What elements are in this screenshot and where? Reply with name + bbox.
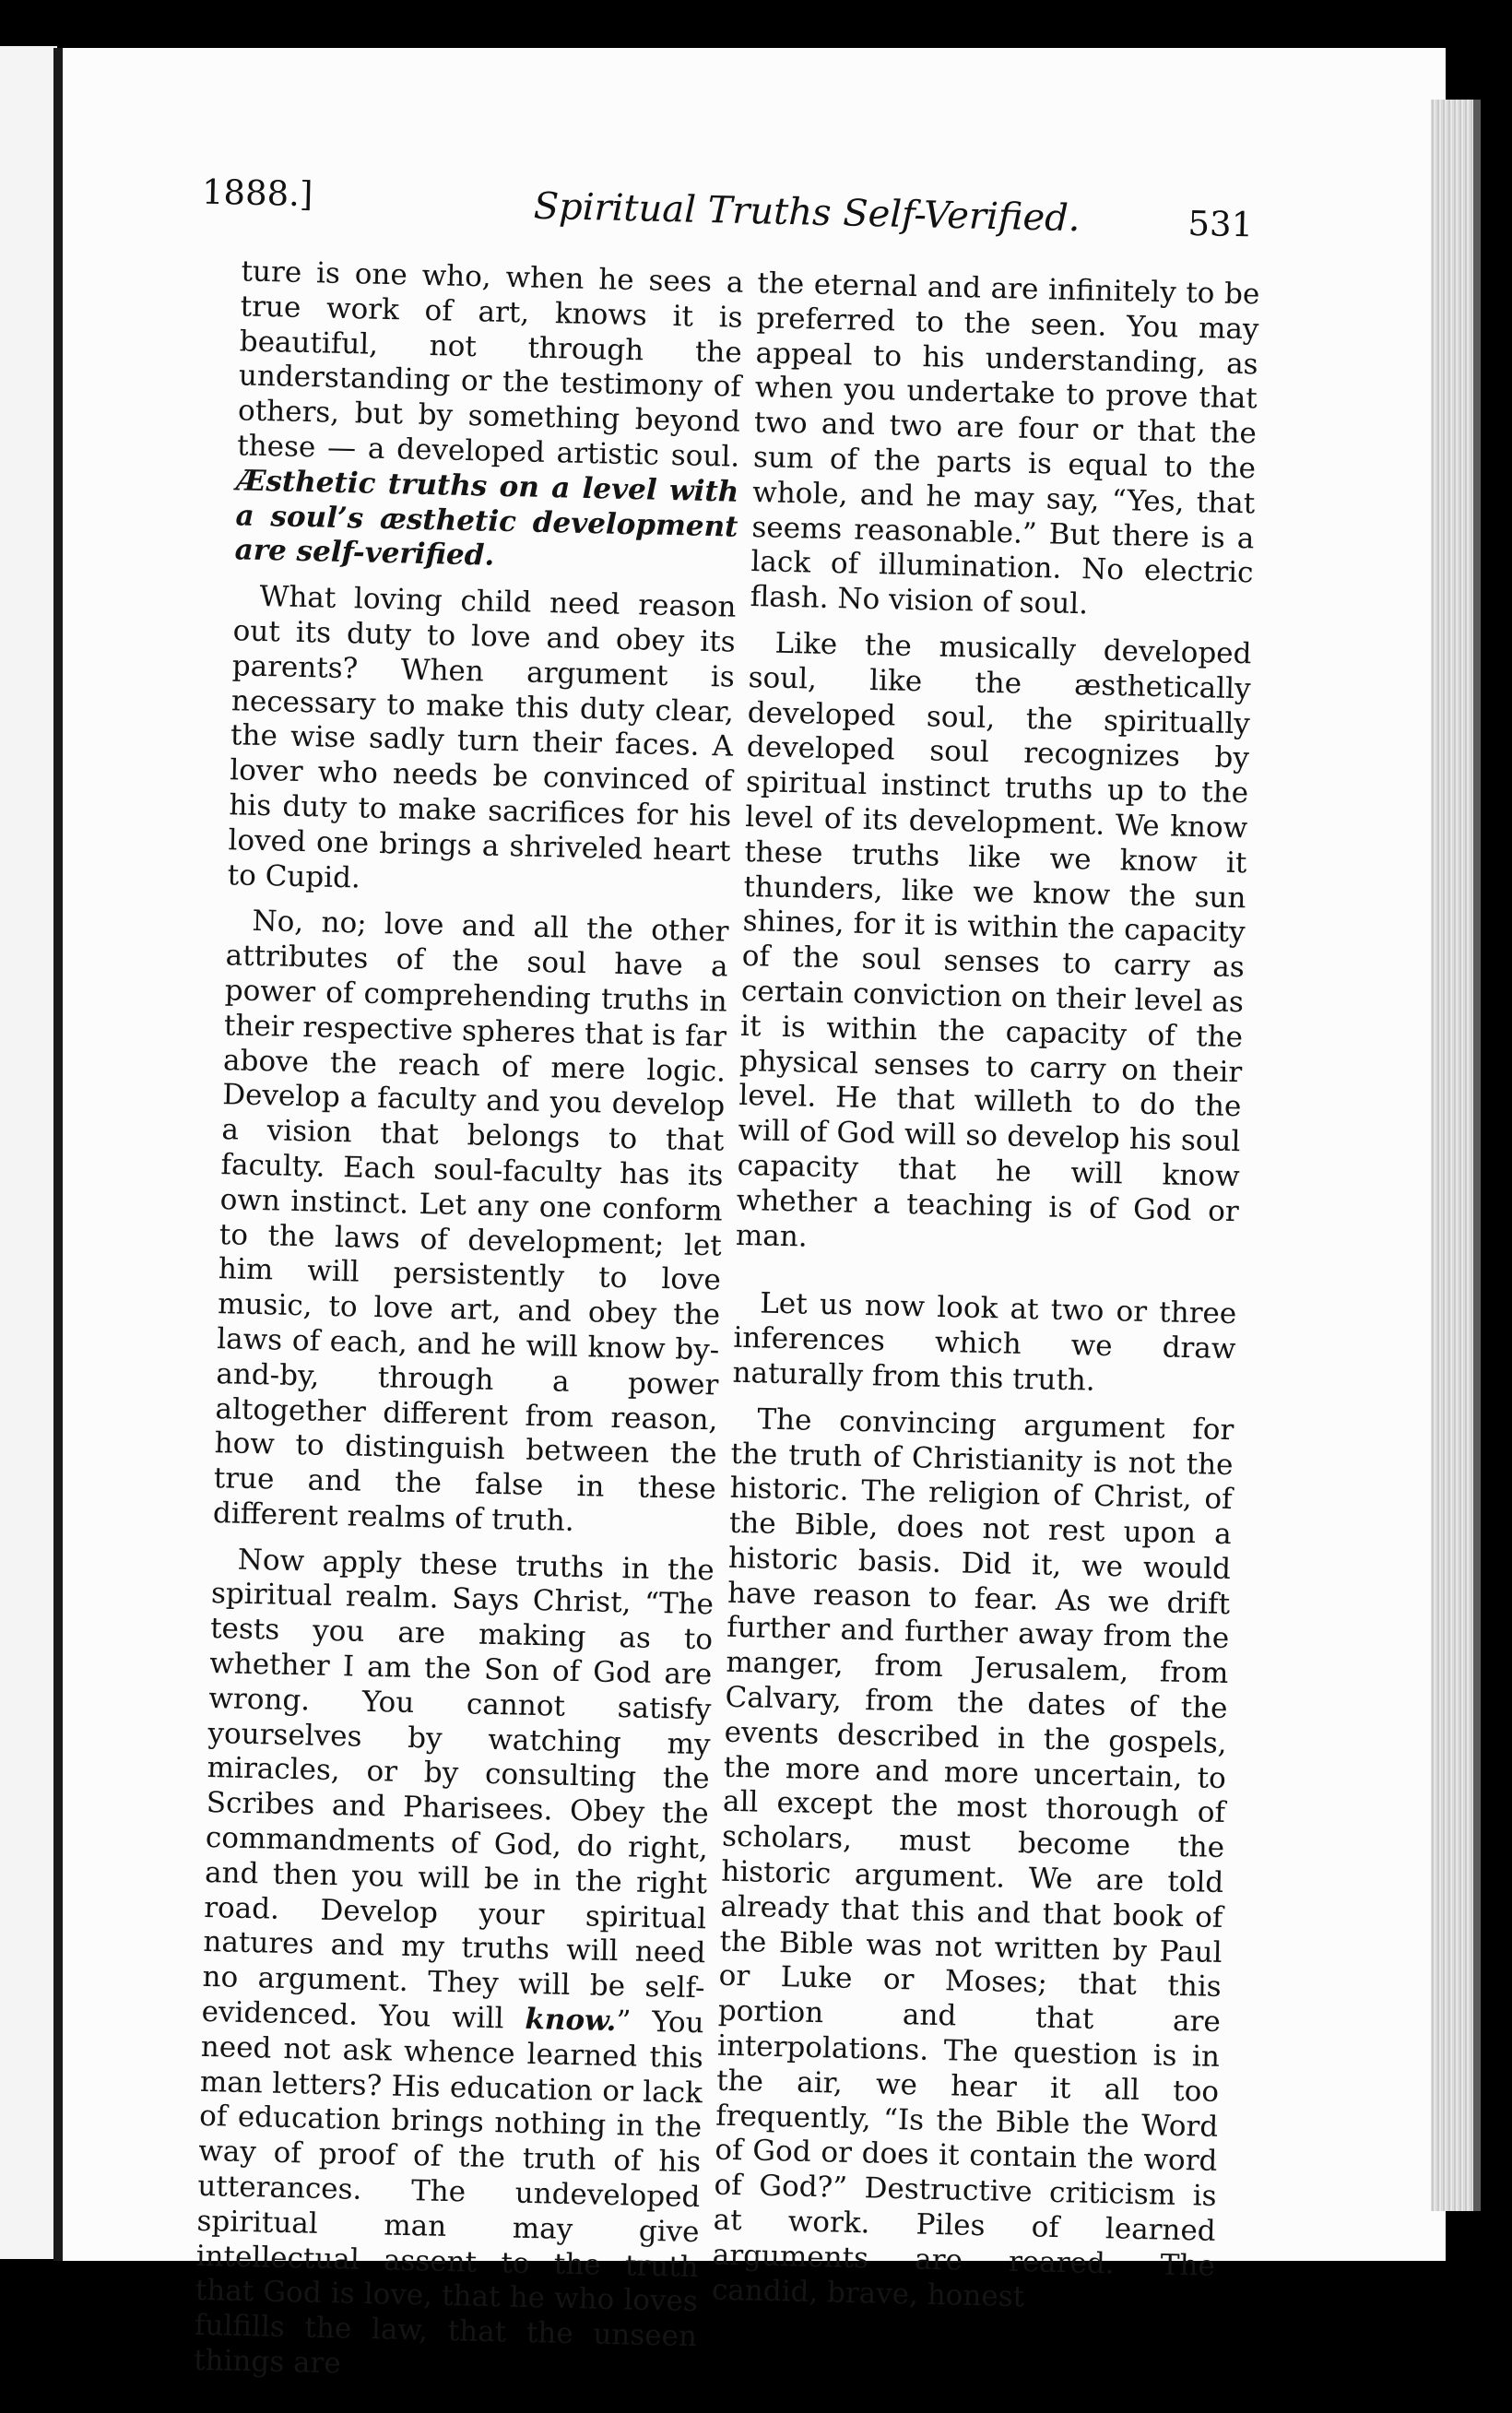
header-title: Spiritual Truths Self-Verified. [533,184,1081,241]
text-columns [141,254,1271,2381]
paragraph-text: ture is one who, when he sees a true work of art, knows it is beautiful, not through the understanding or the testimony of others, but by something beyond these — a developed artistic soul. [236,254,744,474]
paragraph-text: Now apply these truths in the spiritual realm. Says Christ, “The tests you are making as to whether I am the Son of God are wrong. You cannot satisfy yourselves by watching my miracles, or by consulting the Scribes and Pharisees. Obey the commandments of God, do right, and then you will be in the right road. Develop your spiritual natures and my truths will need no argument. They will be self-evidenced. You will [201,1543,715,2036]
left-page-edge [0,46,57,2259]
paragraph-text: ” You need not ask whence learned this man letters? His education or lack of education brings nothing in the way of proof of the truth of his utterances. The undeveloped spiritual man may give intellectual assent to the truth that God is love, that he who loves fulfills the law, that the unseen things are [193,2005,705,2381]
page-number: 531 [1187,203,1254,245]
page-fore-edge-shadow [1473,100,1481,2211]
paragraph: Let us now look at two or three inferences which we draw naturally from this truth. [732,1286,1237,1398]
italic-emphasis: know. [525,2002,617,2039]
paragraph: the eternal and are infinitely to be preferred to the seen. You may appeal to his understanding, as when you undertake to prove that two and two are four or that the sum of the parts is equal to the whole, and he may say, “Yes, that seems reasonable.” But there is a lack of illumination. No electric flash. No vision of soul. [750,266,1260,621]
page-fore-edge [1431,100,1479,2211]
paragraph: No, no; love and all the other attributes of the soul have a power of comprehending truths in their respective spheres that is far above the reach of mere logic. Develop a faculty and you develop a vision that belongs to that faculty. Each soul-faculty has its own instinct. Let any one conform to the laws of development; let him will persistently to love music, to love art, and obey the laws of each, and he will know by-and-by, through a power altogether different from reason, how to distinguish between the true and the false in these different realms of truth. [212,905,729,1538]
paragraph: The convincing argument for the truth of Christianity is not the historic. The religion of Christ, of the Bible, does not rest upon a historic basis. Did it, we would have reason to fear. As we drift further and further away from the manger, from Jerusalem, from Calvary, from the dates of the events described in the gospels, the more and more uncertain, to all except the most thorough of scholars, must become the historic argument. We are told already that this and that book of the Bible was not written by Paul or Luke or Moses; that this portion and that are interpolations. The question is in the air, we hear it all too frequently, “Is the Bible the Word of God or does it contain the word of God?” Destructive criticism is at work. Piles of learned arguments are reared. The candid, brave, honest [711,1402,1234,2313]
right-column [711,266,1259,2330]
paragraph: Like the musically developed soul, like the æsthetically developed soul, the spiritually developed soul recognizes by spiritual instinct truths up to the level of its development. We know these truths like we know it thunders, like we know the sun shines, for it is within the capacity of the soul senses to carry as certain conviction on their level as it is within the capacity of the physical senses to carry on their level. He that willeth to do the will of God will so develop his soul capacity that he will know whether a teaching is of God or man. [735,626,1252,1254]
paragraph [194,1543,715,2390]
italic-emphasis: Æsthetic truths on a level with a soul’s æsthetic development are self-verified. [234,464,739,574]
book-spine-shadow [53,48,63,2261]
left-column [193,254,743,2401]
header-year: 1888.] [201,172,313,215]
paragraph [234,254,744,579]
paragraph: What loving child need reason out its duty to love and obey its parents? When argument is necessary to make this duty clear, the wise sadly turn their faces. A lover who needs be convinced of his duty to make sacrifices for his loved one brings a shriveled heart to Cupid. [227,580,737,895]
